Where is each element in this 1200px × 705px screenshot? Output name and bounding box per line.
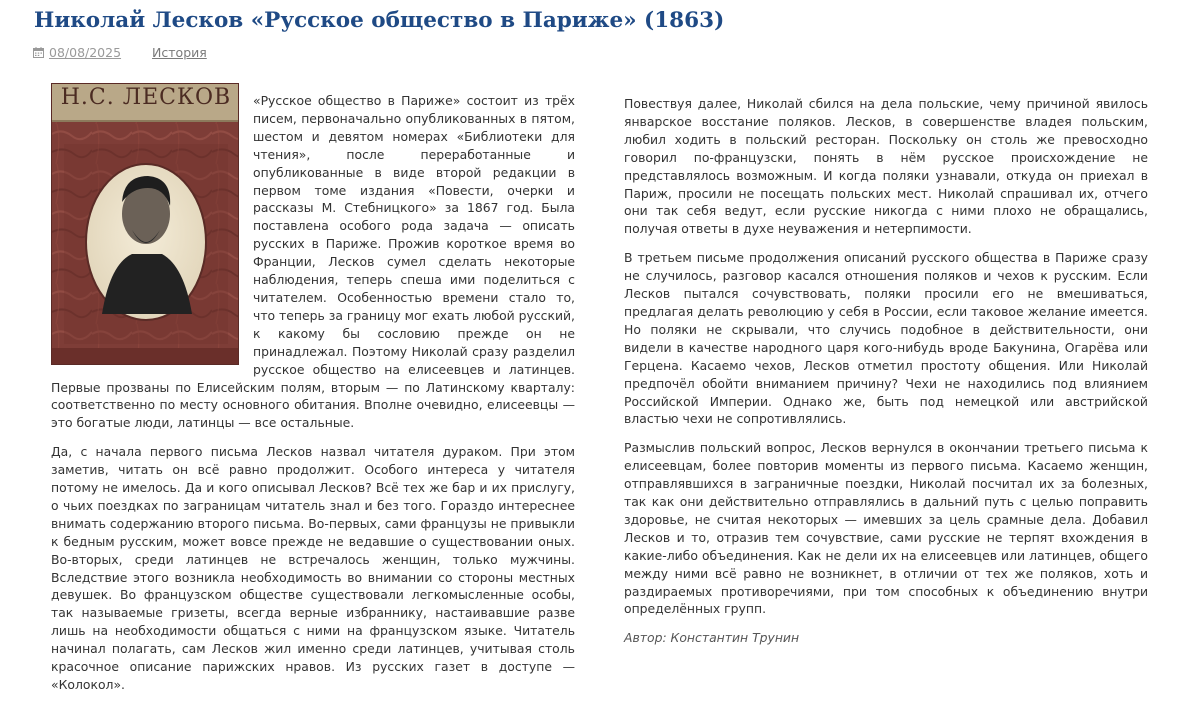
paragraph: Повествуя далее, Николай сбился на дела польские, чему причиной явилось январское восстание поляков. Лесков, в совершенстве владея польским, любил ходить в польский ресторан. Поскольку он столь же превосходно говорил по-французски, понять в нём русское происхождение не представлялось возможным. И когда поляки узнавали, откуда он приехал в Париж, просили не посещать польских мест. Николай спрашивал их, отчего они так себя ведут, если русские никогда с ними плохо не обращались, получая ответы в духе неуважения и нетерпимости. [624,96,1148,237]
category-link[interactable]: История [152,45,207,60]
post-meta [33,45,207,60]
page-title: Николай Лесков «Русское общество в Париже» (1863) [34,8,725,33]
paragraph: «Русское общество в Париже» состоит из трёх писем, первоначально опубликованных в пятом, шестом и девятом номерах «Библиотеки для чтения», после переработанные и опубликованные в виде второй редакции в первом томе издания «Повести, очерки и рассказы М. Стебницкого» за 1867 год. Была поставлена особого рода задача — описать русских в Париже. Прожив короткое время во Франции, Лесков сумел сделать некоторые наблюдения, теперь спеша ими поделиться с читателем. Особенностью времени стало то, что теперь за границу мог ехать любой русский, к какому бы сословию прежде он не принадлежал. Поэтому Николай сразу разделил русское общество на елисеевцев и латинцев. Первые прозваны по Елисейским полям, вторым — по Латинскому кварталу: соответственно по месту основного обитания. Вполне очевидно, елисеевцы — это богатые люди, латинцы — все остальные. [51,93,575,431]
author-line: Автор: Константин Трунин [624,630,800,646]
book-cover-art [52,84,239,365]
cover-title: Н.С. ЛЕСКОВ [60,85,232,110]
paragraph: Да, с начала первого письма Лесков назвал читателя дураком. При этом заметив, читать он всё равно продолжит. Особого интереса у читателя потому не имелось. Да и кого описывал Лесков? Всё тех же бар и их прислугу, о чьих поездках по заграницам читатель знал и без того. Гораздо интереснее внимать содержанию второго письма. Во-первых, сами французы не привыкли к бедным русским, может вовсе прежде не ведавшие о существовании оных. Во-вторых, среди латинцев не встречалось женщин, только мужчины. Вследствие этого возникла необходимость во внимании со стороны местных девушек. Во французском обществе существовали легкомысленные особы, так называемые гризеты, всегда верные избраннику, настаивавшие разве лишь на необходимости общаться с ними на французском языке. Читатель начинал полагать, сам Лесков жил именно среди латинцев, учитывая столь красочное описание парижских нравов. Из русских газет в доступе — «Колокол». [51,444,575,692]
right-column [624,95,1148,658]
book-cover-image [51,83,239,365]
left-column [51,85,575,705]
post-date-link[interactable]: 08/08/2025 [49,45,122,60]
calendar-icon [33,47,44,58]
paragraph: Размыслив польский вопрос, Лесков вернулся в окончании третьего письма к елисеевцам, более повторив моменты из первого письма. Касаемо женщин, отправлявшихся в заграничные поездки, Николай посчитал их за болезных, так как они действительно отправлялись в дальний путь с целью поправить здоровье, не считая некоторых — имевших за цель срамные дела. Добавил Лесков и то, отразив тем сочувствие, сами русские не терпят вхождения в какие-либо объединения. Как не дели их на елисеевцев или латинцев, общего между ними всё равно не возникнет, в отличии от тех же поляков, хоть и раздираемых противоречиями, при том способных к объединению внутри определённых групп. [624,440,1148,617]
paragraph: В третьем письме продолжения описаний русского общества в Париже сразу не случилось, разговор касался отношения поляков и чехов к русским. Если Лесков пытался сочувствовать, поляки просили его не вмешиваться, предлагая делать революцию у себя в России, если таковое желание имеется. Но поляки не скрывали, что случись подобное в действительности, они видели в качестве народного царя кого-нибудь вроде Бакунина, Огарёва или Герцена. Касаемо чехов, Лесков отметил простоту общения. Или Николай предпочёл обойти вниманием причину? Чехи не находились под влиянием Российской Империи. Однако же, быть под немецкой или австрийской властью чехи не сопротивлялись. [624,250,1148,427]
